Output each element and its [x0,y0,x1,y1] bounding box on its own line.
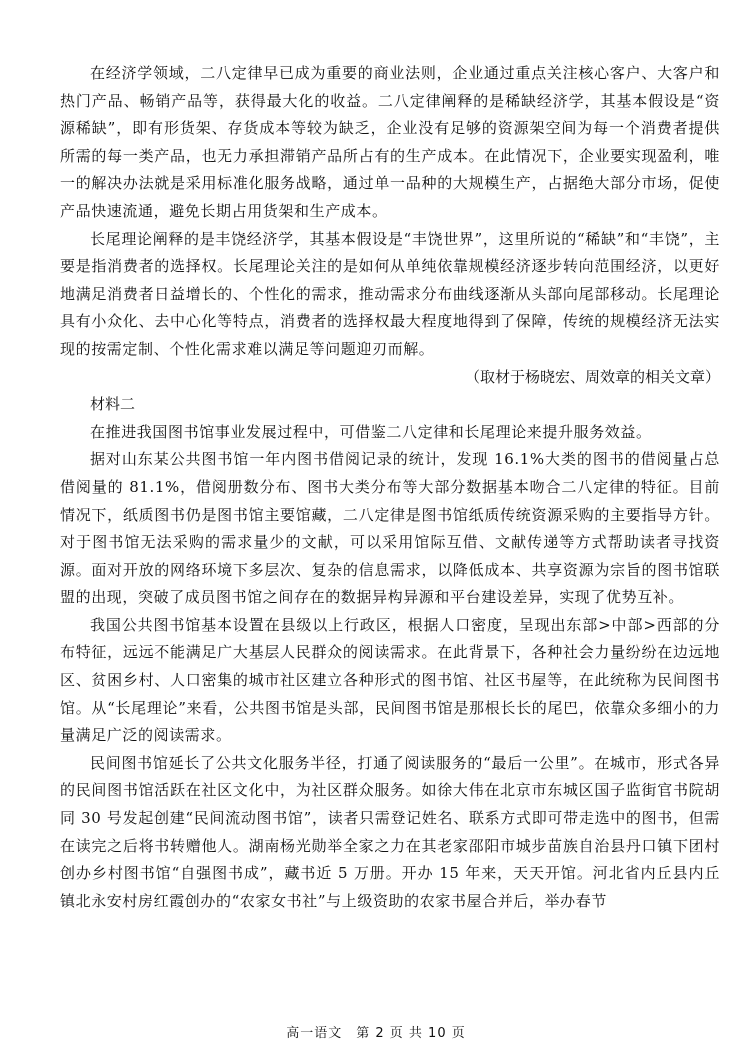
document-page [60,60,720,915]
body-paragraph-3: 在推进我国图书馆事业发展过程中，可借鉴二八定律和长尾理论来提升服务效益。 [90,422,652,441]
body-paragraph-4: 据对山东某公共图书馆一年内图书借阅记录的统计，发现 16.1%大类的图书的借阅量占总借阅量的 81.1%，借阅册数分布、图书大类分布等大部分数据基本吻合二八定律的特征。目前情况下，纸质图书仍是图书馆主要馆藏，二八定律是图书馆纸质传统资源采购的主要指导方针。对于图书馆无法采购的需求量少的文献，可以采用馆际互借、文献传递等方式帮助读者寻找资源。面对开放的网络环境下多层次、复杂的信息需求，以降低成本、共享资源为宗旨的图书馆联盟的出现，突破了成员图书馆之间存在的数据异构异源和平台建设差异，实现了优势互补。 [60,450,720,607]
body-paragraph-2: 长尾理论阐释的是丰饶经济学，其基本假设是“丰饶世界”，这里所说的“稀缺”和“丰饶”，主要是指消费者的选择权。长尾理论关注的是如何从单纯依靠规模经济逐步转向范围经济，以更好地满足消费者日益增长的、个性化的需求，推动需求分布曲线逐渐从头部向尾部移动。长尾理论具有小众化、去中心化等特点，消费者的选择权最大程度地得到了保障，传统的规模经济无法实现的按需定制、个性化需求难以满足等问题迎刃而解。 [60,229,720,358]
body-paragraph-5: 我国公共图书馆基本设置在县级以上行政区，根据人口密度，呈现出东部>中部>西部的分布特征，远远不能满足广大基层人民群众的阅读需求。在此背景下，各种社会力量纷纷在边远地区、贫困乡村、人口密集的城市社区建立各种形式的图书馆、社区书屋等，在此统称为民间图书馆。从“长尾理论”来看，公共图书馆是头部，民间图书馆是那根长长的尾巴，依靠众多细小的力量满足广泛的阅读需求。 [60,615,720,745]
source-citation: （取材于杨晓宏、周效章的相关文章） [464,367,720,386]
page-footer: 高一语文 第 2 页 共 10 页 [286,1026,466,1041]
material-heading: 材料二 [90,395,136,414]
body-paragraph-1: 在经济学领域，二八定律早已成为重要的商业法则，企业通过重点关注核心客户、大客户和热门产品、畅销产品等，获得最大化的收益。二八定律阐释的是稀缺经济学，其基本假设是“资源稀缺”，即有形货架、存货成本等较为缺乏，企业没有足够的资源架空间为每一个消费者提供所需的每一类产品，也无力承担滞销产品所占有的生产成本。在此情况下，企业要实现盈利，唯一的解决办法就是采用标准化服务战略，通过单一品种的大规模生产，占据绝大部分市场，促使产品快速流通，避免长期占用货架和生产成本。 [60,64,720,220]
body-paragraph-6: 民间图书馆延长了公共文化服务半径，打通了阅读服务的“最后一公里”。在城市，形式各异的民间图书馆活跃在社区文化中，为社区群众服务。如徐大伟在北京市东城区国子监街官书院胡同 30 号发起创建“民间流动图书馆”，读者只需登记姓名、联系方式即可带走选中的图书，但需在读完之后将书转赠他人。湖南杨光勋举全家之力在其老家邵阳市城步苗族自治县丹口镇下团村创办乡村图书馆“自强图书成”，藏书近 5 万册。开办 15 年来，天天开馆。河北省内丘县内丘镇北永安村房红霞创办的“农家女书社”与上级资助的农家书屋合并后，举办春节 [60,753,720,910]
